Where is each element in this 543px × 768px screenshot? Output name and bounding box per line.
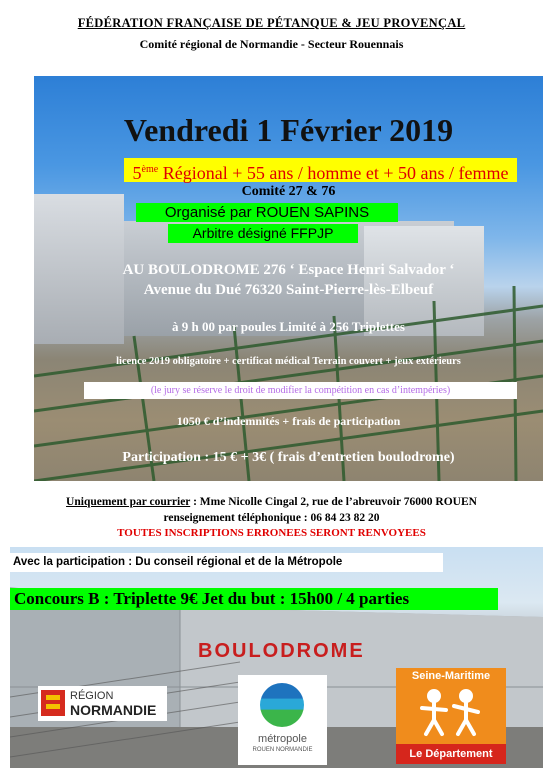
warning-text: TOUTES INSCRIPTIONS ERRONEES SERONT RENVOYEES xyxy=(117,527,426,539)
venue-line-1: AU BOULODROME 276 ‘ Espace Henri Salvador ‘ xyxy=(122,262,455,278)
figures-icon xyxy=(416,688,486,738)
committee-subtitle: Comité régional de Normandie - Secteur Rouennais xyxy=(139,37,404,51)
partners-banner: Avec la participation : Du conseil régional et de la Métropole xyxy=(10,553,443,572)
region-normandie-logo: RÉGION NORMANDIE xyxy=(38,686,167,721)
organiser-banner: Organisé par ROUEN SAPINS xyxy=(136,203,398,222)
comite-text: Comité 27 & 76 xyxy=(241,184,336,199)
participation-fee: Participation : 15 € + 3€ ( frais d’entretien boulodrome) xyxy=(122,450,455,465)
regional-banner: 5ème Régional + 55 ans / homme et + 50 ans / femme xyxy=(124,158,517,182)
schedule-text: à 9 h 00 par poules Limité à 256 Triplettes xyxy=(172,319,405,334)
contact-label: Uniquement par courrier xyxy=(66,496,191,508)
contact-address: Uniquement par courrier : Mme Nicolle Cingal 2, rue de l’abreuvoir 76000 ROUEN xyxy=(66,496,477,508)
federation-title: FÉDÉRATION FRANÇAISE DE PÉTANQUE & JEU PROVENÇAL xyxy=(77,16,466,30)
metropole-logo: métropole ROUEN NORMANDIE xyxy=(238,675,327,765)
seine-maritime-logo: Seine-Maritime Le Département xyxy=(396,668,506,764)
licence-text: licence 2019 obligatoire + certificat médical Terrain couvert + jeux extérieurs xyxy=(116,356,461,367)
jury-notice: (le jury se réserve le droit de modifier la compétition en cas d’intempéries) xyxy=(84,382,517,399)
metropole-circle-icon xyxy=(260,683,304,727)
boulodrome-sign: BOULODROME xyxy=(198,640,365,662)
referee-banner: Arbitre désigné FFPJP xyxy=(168,224,358,243)
prize-text: 1050 € d’indemnités + frais de participation xyxy=(176,414,401,428)
concours-b-banner: Concours B : Triplette 9€ Jet du but : 15h00 / 4 parties xyxy=(10,588,498,610)
venue-line-2: Avenue du Dué 76320 Saint-Pierre-lès-Elbeuf xyxy=(143,282,434,298)
contact-phone: renseignement téléphonique : 06 84 23 82 20 xyxy=(163,512,380,524)
event-date: Vendredi 1 Février 2019 xyxy=(123,112,454,148)
normandie-flag-icon xyxy=(41,690,65,716)
